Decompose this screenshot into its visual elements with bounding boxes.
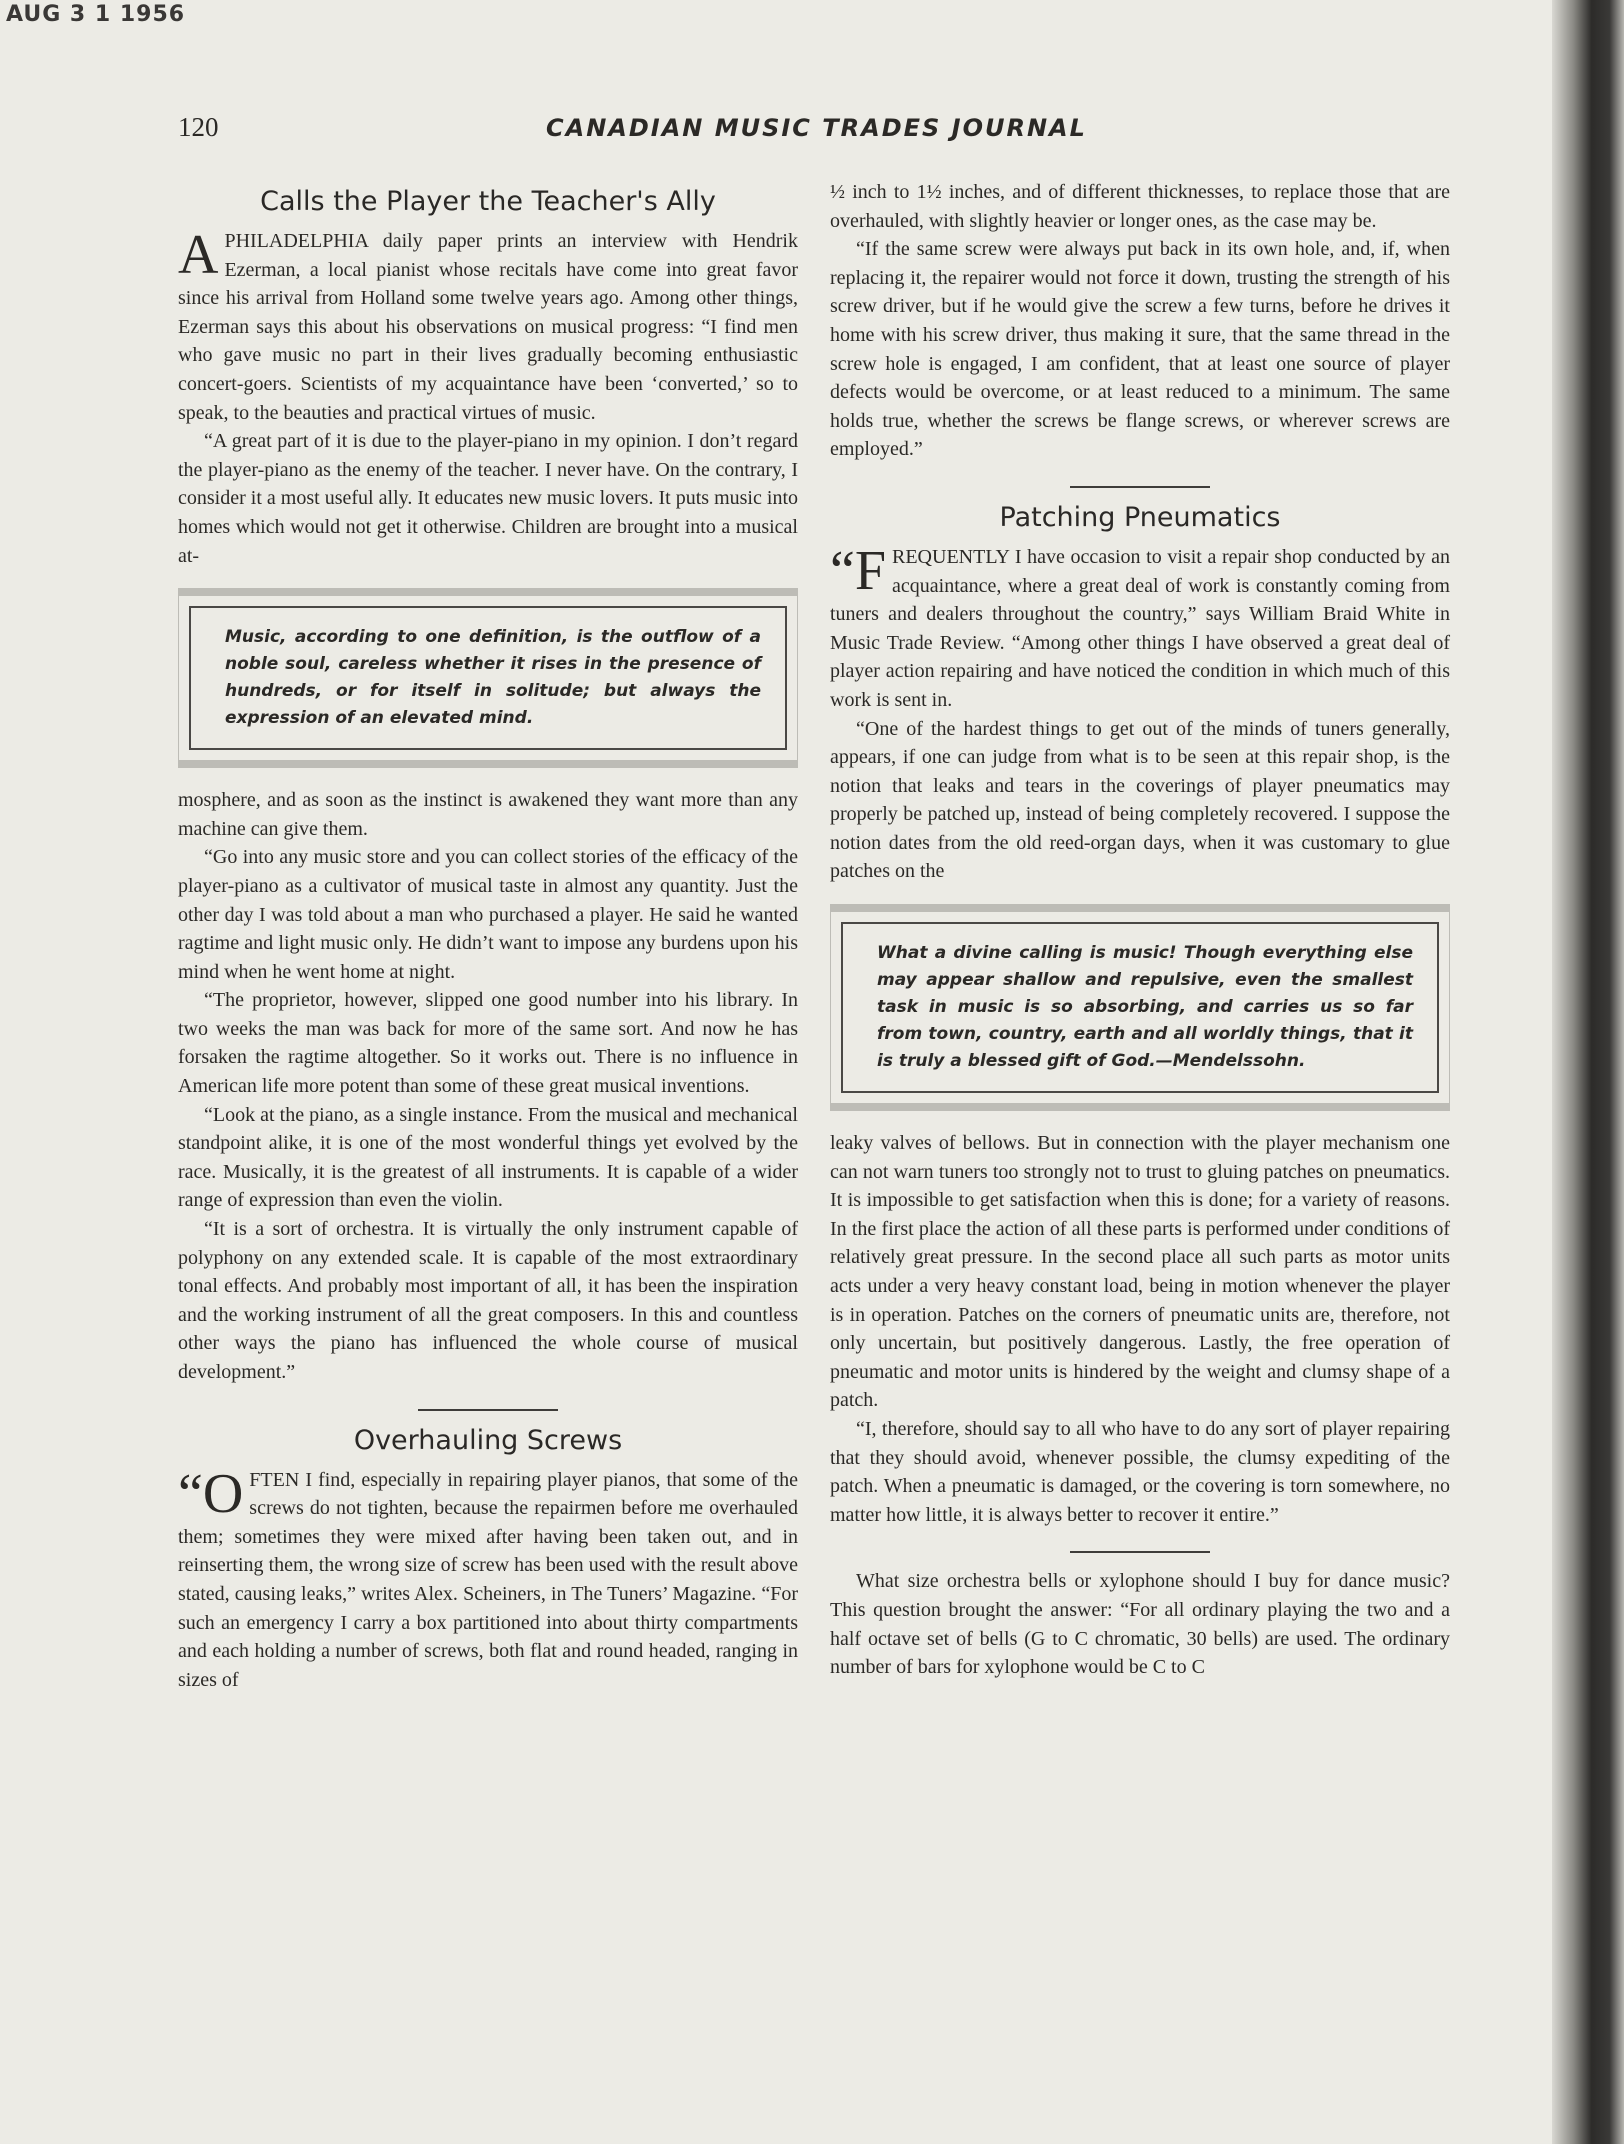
- article-paragraph: [830, 539, 1450, 715]
- left-column: [178, 178, 798, 1694]
- article-paragraph: [178, 1462, 798, 1695]
- running-head: CANADIAN MUSIC TRADES JOURNAL: [546, 114, 1087, 142]
- article-paragraph: leaky valves of bellows. But in connection with the player mechanism one can not warn tuners too strongly not to trust to gluing patches on pneumatics. It is impossible to get satisfaction when this is done; for a variety of reasons. In the first place the action of all these parts is performed under conditions of relatively great pressure. In the second place all such parts as motor units acts under a very heavy constant load, being in motion whenever the player is in operation. Patches on the corners of pneumatic units are, therefore, not only uncertain, but positively dangerous. Lastly, the free operation of pneumatic and motor units is hindered by the weight and clumsy shape of a patch.: [830, 1132, 1450, 1412]
- paragraph-text: FTEN I find, especially in repairing player pianos, that some of the screws do not tighten, because the repairmen before me overhauled them; sometimes they were mixed after having been taken out, and in reinserting them, the wrong size of screw has been used with the result above stated, causing leaks,” writes Alex. Scheiners, in The Tuners’ Magazine. “For such an emergency I carry a box partitioned into about thirty compartments and each holding a number of screws, both flat and round headed, ranging in sizes of: [178, 1468, 798, 1691]
- pull-quote: Music, according to one definition, is the outflow of a noble soul, careless whether it rises in the presence of hundreds, or for itself in solitude; but always the expression of an elevated mind.: [189, 606, 787, 750]
- page-number: 120: [178, 112, 219, 142]
- article-title-player-ally: Calls the Player the Teacher's Ally: [260, 186, 716, 217]
- drop-cap: “O: [178, 1462, 244, 1525]
- section-divider: [1070, 1551, 1210, 1553]
- section-divider: [1070, 486, 1210, 488]
- article-paragraph: “A great part of it is due to the player-piano in my opinion. I don’t regard the player-piano as the enemy of the teacher. I never have. On the contrary, I consider it a most useful ally. It educates new music lovers. It puts music into homes which would not get it otherwise. Children are brought into a musical at-: [178, 430, 798, 567]
- paragraph-text: PHILADELPHIA daily paper prints an interview with Hendrik Ezerman, a local pianist whose recitals have come into great favor since his arrival from Holland some twelve years ago. Among other things, Ezerman says this about his observations on musical progress: “I find men who gave music no part in their lives gradually becoming enthusiastic concert-goers. Scientists of my acquaintance have been ‘converted,’ so to speak, to the beauties and practical virtues of music.: [178, 230, 798, 424]
- pull-quote-box: [178, 588, 798, 768]
- article-paragraph: “Look at the piano, as a single instance. From the musical and mechanical standpoint alike, it is one of the most wonderful things yet evolved by the race. Musically, it is the greatest of all instruments. It is capable of a wider range of expression than even the violin.: [178, 1103, 798, 1212]
- section-divider: [418, 1409, 558, 1411]
- book-binding-edge: [1552, 0, 1624, 2144]
- article-paragraph: “The proprietor, however, slipped one good number into his library. In two weeks the man was back for more of the same sort. And now he has forsaken the ragtime altogether. So it works out. There is no influence in American life more potent than some of these great musical inventions.: [178, 989, 798, 1098]
- article-title-patching-pneumatics: Patching Pneumatics: [999, 501, 1281, 533]
- article-paragraph: “Go into any music store and you can collect stories of the efficacy of the player-piano as a cultivator of musical taste in almost any quantity. Just the other day I was told about a man who purchased a player. He said he wanted ragtime and light music only. He didn’t want to impose any burdens upon his mind when he went home at night.: [178, 846, 798, 983]
- drop-cap: “F: [830, 539, 886, 602]
- article-paragraph: “I, therefore, should say to all who have to do any sort of player repairing that they should avoid, whenever possible, the clumsy expediting of the patch. When a pneumatic is damaged, or the covering is torn somewhere, no matter how little, it is always better to recover it entire.”: [830, 1418, 1450, 1526]
- article-paragraph: [178, 224, 798, 427]
- paragraph-text: REQUENTLY I have occasion to visit a repair shop conducted by an acquaintance, where a great deal of work is constantly coming from tuners and dealers throughout the country,” says William Braid White in Music Trade Review. “Among other things I have observed a great deal of player action repairing and have noticed the condition in which much of this work is sent in.: [830, 545, 1450, 711]
- article-paragraph: “If the same screw were always put back in its own hole, and, if, when replacing it, the repairer would not force it down, trusting the strength of his screw driver, but if he would give the screw a few turns, before he drives it home with his screw driver, thus making it sure, that the same thread in the screw hole is engaged, I am confident, that at least one source of player defects would be overcome, or at least reduced to a minimum. The same holds true, whether the screws be flange screws, or wherever screws are employed.”: [830, 238, 1450, 461]
- article-paragraph: “One of the hardest things to get out of the minds of tuners generally, appears, if one can judge from what is to be seen at this repair shop, is the notion that leaks and tears in the coverings of player pneumatics may properly be patched up, instead of being completely recovered. I suppose the notion dates from the old reed-organ days, when it was customary to glue patches on the: [830, 717, 1450, 883]
- date-stamp: AUG 3 1 1956: [6, 2, 186, 27]
- article-paragraph: “It is a sort of orchestra. It is virtually the only instrument capable of polyphony on any extended scale. It is capable of the most extraordinary tonal effects. And probably most important of all, it has been the inspiration and the working instrument of all the great composers. In this and countless other ways the piano has influenced the whole course of musical development.”: [178, 1218, 798, 1383]
- article-paragraph: mosphere, and as soon as the instinct is awakened they want more than any machine can give them.: [178, 789, 798, 840]
- pull-quote-box: [830, 904, 1450, 1111]
- article-paragraph: What size orchestra bells or xylophone should I buy for dance music? This question brought the answer: “For all ordinary playing the two and a half octave set of bells (G to C chromatic, 30 bells) are used. The ordinary number of bars for xylophone would be C to C: [830, 1570, 1450, 1679]
- right-column: [830, 178, 1450, 1682]
- article-paragraph: ½ inch to 1½ inches, and of different thicknesses, to replace those that are overhauled, with slightly heavier or longer ones, as the case may be.: [830, 181, 1450, 232]
- article-title-overhauling-screws: Overhauling Screws: [353, 1424, 623, 1456]
- pull-quote: What a divine calling is music! Though everything else may appear shallow and repulsive, even the smallest task in music is so absorbing, and carries us so far from town, country, earth and all worldly things, that it is truly a blessed gift of God.—Mendelssohn.: [841, 922, 1439, 1093]
- drop-cap: A: [178, 224, 219, 286]
